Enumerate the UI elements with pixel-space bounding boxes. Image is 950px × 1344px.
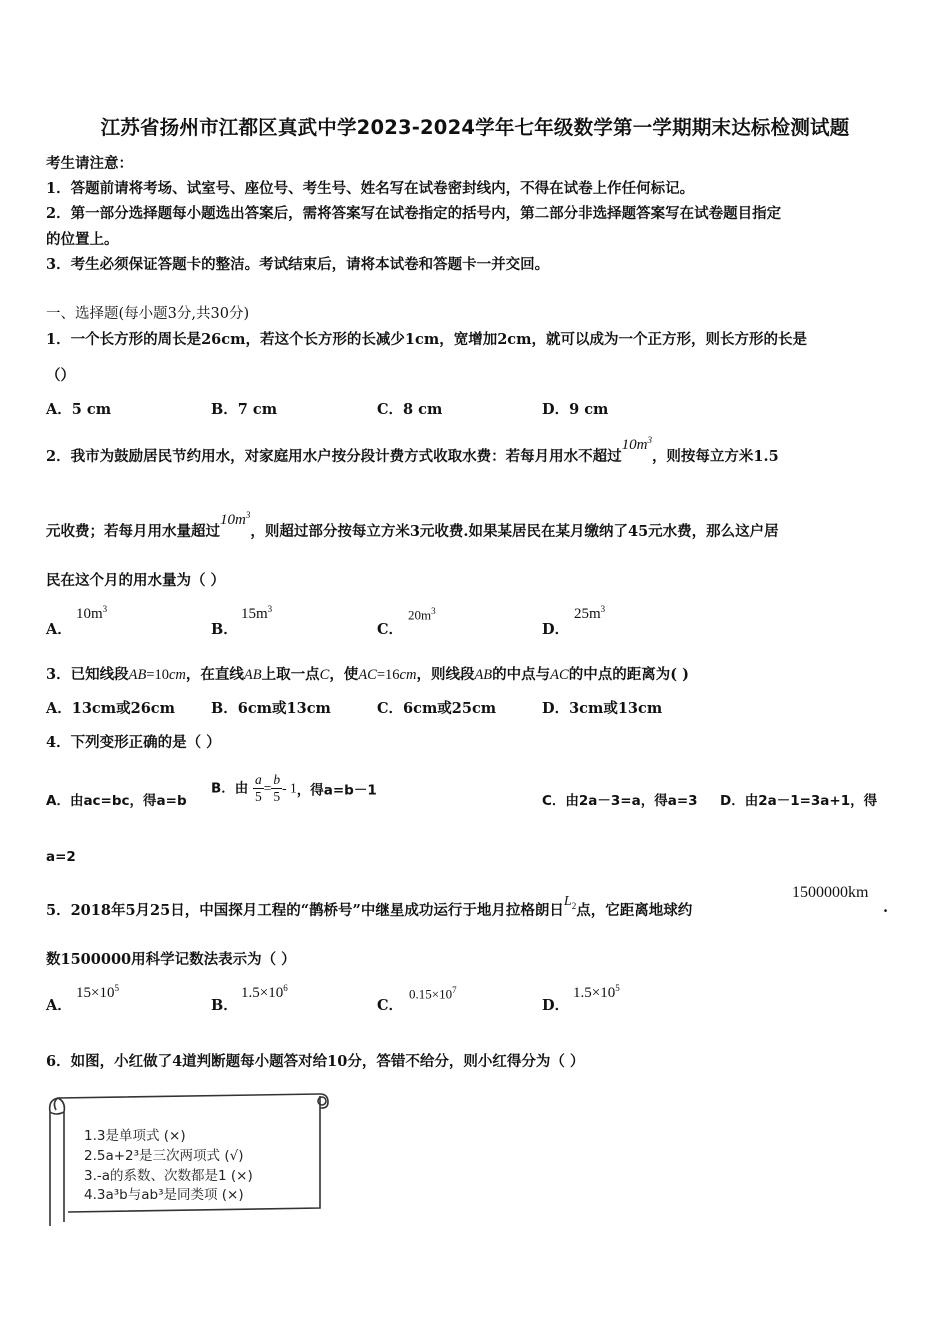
q4-option-b	[211, 772, 377, 805]
q3-part: cm	[399, 667, 417, 683]
q4-stem: 4．下列变形正确的是（ ）	[46, 734, 221, 751]
q1-option-c: C．8 cm	[377, 401, 443, 418]
q4-minus-one: - 1	[282, 780, 297, 796]
q2-line-1b: ，则按每立方米1.5	[651, 448, 779, 465]
q5-option-d-value	[573, 983, 620, 1002]
q3-part: ，在直线	[185, 666, 244, 683]
q3-part: 的中点与	[492, 666, 551, 683]
q3-part: C	[319, 667, 330, 683]
q1-paren: （）	[46, 367, 75, 384]
q1-option-a: A．5 cm	[46, 401, 112, 418]
q2-option-a-num: 10m	[76, 606, 103, 622]
q3-part: =10	[146, 667, 169, 683]
q5-l2	[564, 894, 576, 909]
q5-option-a-base: 15×10	[76, 985, 115, 1001]
q3-part: AB	[243, 667, 262, 683]
q2-volume-1-exp: 3	[647, 435, 652, 445]
q3-option-b: B．6cm或13cm	[211, 700, 331, 717]
q5-option-c-exp: 7	[452, 985, 457, 995]
q4-option-b-prefix: B．由	[211, 780, 249, 797]
q3-part: =16	[376, 667, 400, 683]
q4-option-d: D．由2a－1=3a+1，得	[720, 793, 878, 809]
scroll-left-curl	[50, 1098, 58, 1226]
q2-option-c-num: 20m	[408, 607, 432, 623]
q5-option-b-base: 1.5×10	[241, 985, 284, 1001]
q2-option-b-exp: 3	[267, 604, 273, 614]
q3-stem	[46, 663, 689, 684]
scroll-curl-loop	[50, 1112, 64, 1114]
q4-fraction-a	[253, 772, 264, 805]
q2-volume-2-value: 10m	[220, 512, 246, 528]
scroll-top-edge	[54, 1094, 328, 1110]
q5-option-a-value	[76, 983, 119, 1002]
q5-option-a-label: A．	[46, 997, 72, 1014]
q3-option-c: C．6cm或25cm	[377, 700, 497, 717]
q6-item-3: 3.-a的系数、次数都是1 (×)	[84, 1168, 253, 1184]
q5-option-d-label: D．	[542, 997, 570, 1014]
q5-option-c-label: C．	[377, 997, 404, 1014]
q4-fraction-b-num: b	[273, 772, 281, 787]
q3-part: 上取一点	[261, 666, 320, 683]
q6-stem: 6．如图，小红做了4道判断题每小题答对给10分，答错不给分，则小红得分为（ ）	[46, 1053, 585, 1070]
q5-distance: 1500000km	[792, 884, 869, 901]
q6-item-2: 2.5a+2³是三次两项式 (√)	[84, 1148, 244, 1164]
q3-part: AB	[128, 667, 147, 683]
q2-option-a-value	[76, 604, 107, 623]
q4-option-d-cont: a=2	[46, 849, 76, 865]
q5-l2-sub: 2	[571, 900, 577, 911]
q2-line-1a: 2．我市为鼓励居民节约用水，对家庭用水户按分段计费方式收取水费：若每月用水不超过	[46, 448, 622, 465]
notice-item-2-cont: 的位置上。	[46, 231, 119, 248]
q4-fraction-a-num: a	[255, 772, 262, 787]
q2-option-a-exp: 3	[102, 604, 108, 614]
q2-line-2b: ，则超过部分按每立方米3元收费.如果某居民在某月缴纳了45元水费，那么这户居	[250, 523, 779, 540]
notice-heading: 考生请注意：	[46, 155, 133, 172]
q5-option-c-base: 0.15×10	[409, 986, 453, 1002]
q5-option-d-exp: 5	[615, 983, 620, 993]
q6-item-1: 1.3是单项式 (×)	[84, 1128, 186, 1144]
q4-equals: =	[263, 780, 272, 796]
q2-option-d-value	[574, 604, 605, 623]
q5-period: .	[883, 899, 889, 916]
q2-volume-1-value: 10m	[621, 437, 648, 453]
q3-option-d: D．3cm或13cm	[542, 700, 663, 717]
section-heading: 一、选择题(每小题3分,共30分)	[46, 306, 250, 322]
q2-option-a-label: A．	[46, 621, 72, 638]
q5-line-1a: 5．2018年5月25日，中国探月工程的“鹊桥号”中继星成功运行于地月拉格朗日	[46, 902, 564, 919]
exam-title: 江苏省扬州市江都区真武中学2023-2024学年七年级数学第一学期期末达标检测试题	[100, 116, 850, 139]
q3-option-a: A．13cm或26cm	[46, 700, 175, 717]
q3-part: AC	[550, 667, 569, 683]
q2-option-d-label: D．	[542, 621, 570, 638]
q4-option-b-suffix: ，得a=b－1	[296, 782, 377, 799]
q2-option-c-exp: 3	[431, 606, 436, 616]
q4-option-a: A．由ac=bc，得a=b	[46, 793, 187, 809]
q5-option-b-exp: 6	[283, 983, 288, 993]
q5-line-1	[46, 894, 693, 921]
q5-option-b-value	[241, 983, 288, 1002]
q4-option-c: C．由2a－3=a，得a=3	[542, 793, 698, 809]
q3-part: 3．已知线段	[46, 666, 129, 683]
q3-part: AC	[358, 667, 377, 683]
q2-line-1	[46, 435, 779, 466]
q2-option-c-value	[408, 606, 436, 623]
q4-fraction-b-den: 5	[273, 789, 281, 804]
q2-volume-2	[220, 512, 250, 528]
q2-line-2	[46, 510, 779, 541]
q6-item-4: 4.3a³b与ab³是同类项 (×)	[84, 1187, 244, 1203]
q3-part: ，使	[329, 666, 359, 683]
q2-option-c-label: C．	[377, 621, 404, 638]
q5-option-a-exp: 5	[114, 983, 119, 993]
q2-option-b-label: B．	[211, 621, 238, 638]
notice-item-2: 2．第一部分选择题每小题选出答案后，需将答案写在试卷指定的括号内，第二部分非选择题答案写在试卷题目指定	[46, 205, 782, 222]
notice-item-3: 3．考生必须保证答题卡的整洁。考试结束后，请将本试卷和答题卡一并交回。	[46, 256, 550, 273]
q1-option-d: D．9 cm	[542, 401, 609, 418]
q2-line-2a: 元收费；若每月用水量超过	[46, 523, 220, 540]
q5-l2-main: L	[563, 894, 572, 909]
q2-volume-2-exp: 3	[245, 510, 251, 520]
q5-option-d-base: 1.5×10	[573, 985, 616, 1001]
q3-part: AB	[474, 667, 493, 683]
q2-option-b-num: 15m	[241, 606, 268, 622]
q2-option-d-num: 25m	[574, 606, 601, 622]
q3-part: cm	[169, 667, 186, 683]
q3-part: 的中点的距离为( )	[568, 666, 689, 683]
q4-fraction-a-den: 5	[255, 789, 262, 804]
q2-volume-1	[622, 437, 652, 453]
q2-option-b-value	[241, 604, 272, 623]
q2-option-d-exp: 3	[600, 604, 606, 614]
q5-option-c-value	[409, 985, 457, 1002]
notice-item-1: 1．答题前请将考场、试室号、座位号、考生号、姓名写在试卷密封线内，不得在试卷上作任何标记。	[46, 180, 695, 197]
q5-option-b-label: B．	[211, 997, 238, 1014]
q2-line-3: 民在这个月的用水量为（ ）	[46, 572, 226, 589]
q1-option-b: B．7 cm	[211, 401, 278, 418]
q4-fraction-b	[271, 772, 282, 805]
q3-part: ，则线段	[416, 666, 475, 683]
scroll-inner-edge	[58, 1098, 64, 1222]
q5-line-2: 数1500000用科学记数法表示为（ ）	[46, 951, 296, 968]
q5-line-1b: 点，它距离地球约	[576, 902, 693, 919]
q1-stem: 1．一个长方形的周长是26cm，若这个长方形的长减少1cm，宽增加2cm，就可以成为一个正方形，则长方形的长是	[46, 331, 807, 348]
